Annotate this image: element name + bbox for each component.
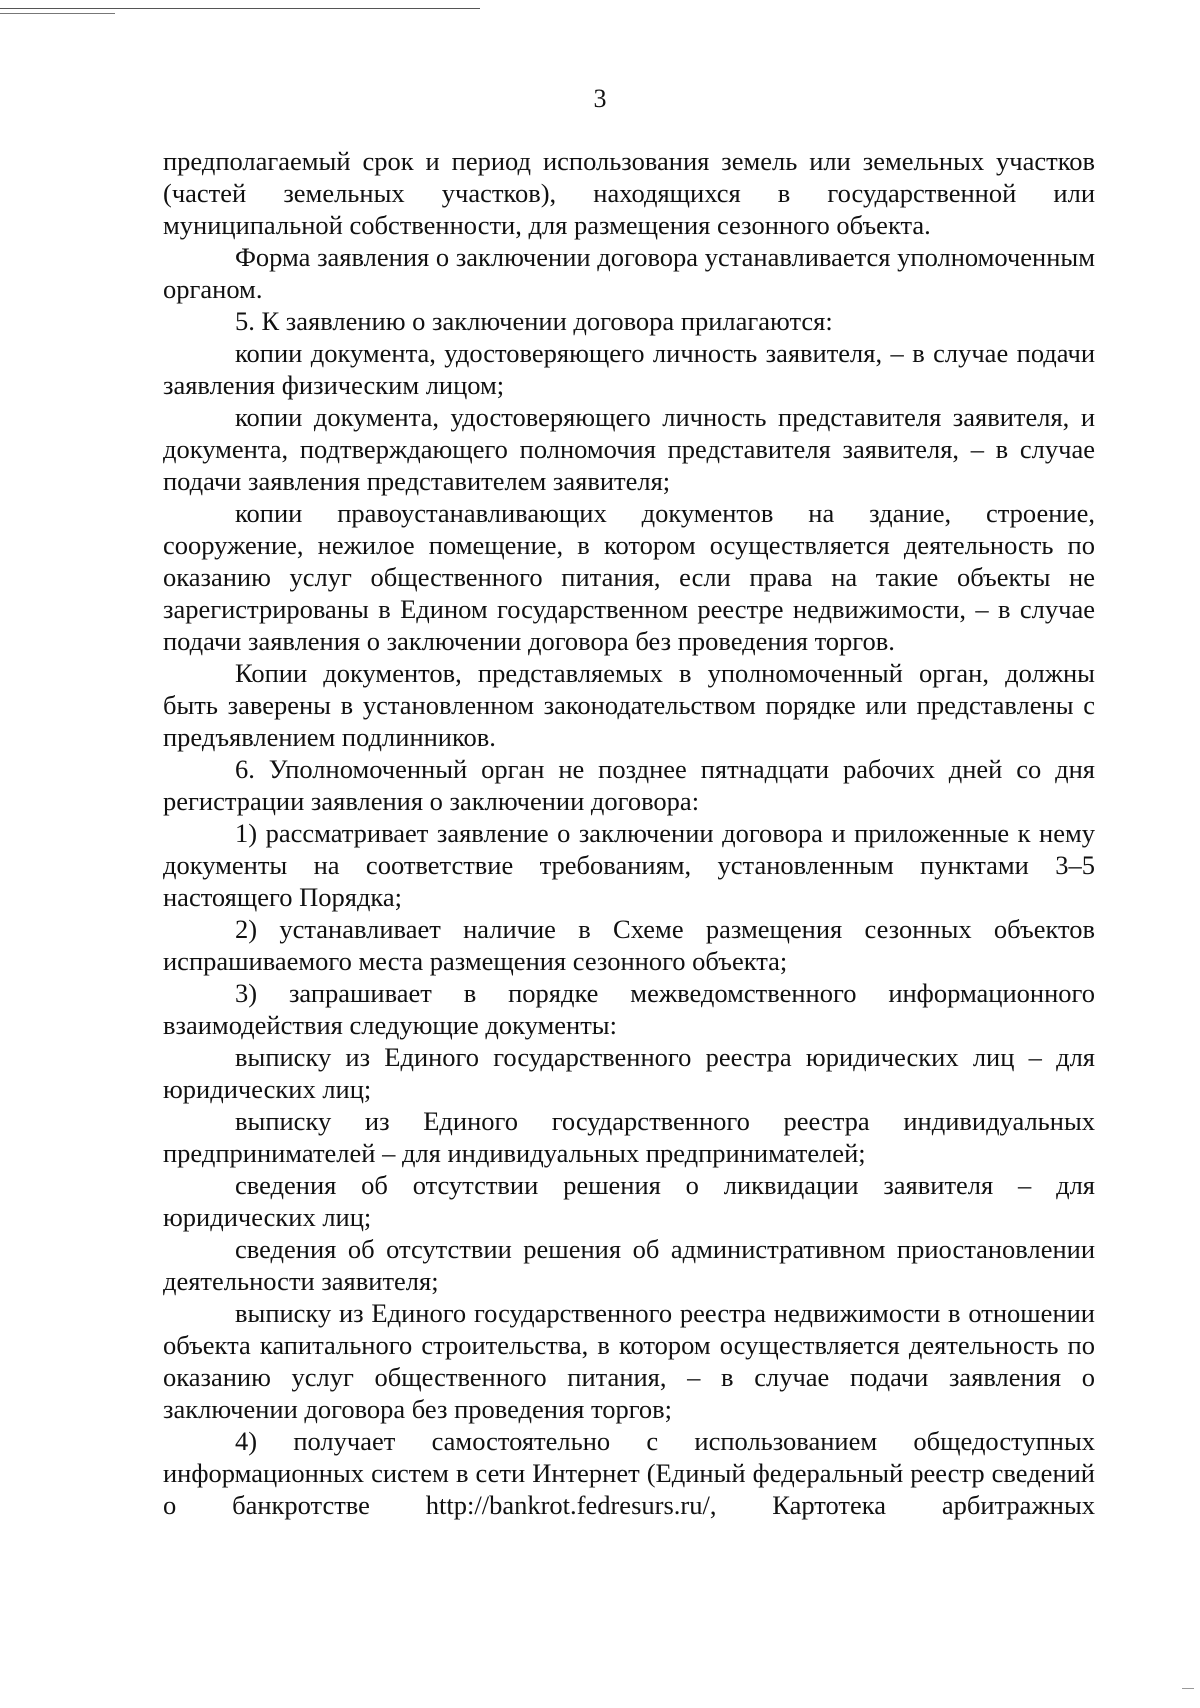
paragraph: выписку из Единого государственного реестра индивидуальных предпринимателей – для индивидуальных предпринимателей; xyxy=(163,1106,1095,1168)
scan-edge-mark xyxy=(1182,1688,1194,1689)
paragraph: сведения об отсутствии решения о ликвидации заявителя – для юридических лиц; xyxy=(163,1170,1095,1232)
paragraph: выписку из Единого государственного реестра недвижимости в отношении объекта капитального строительства, в котором осуществляется деятельность по оказанию услуг общественного питания, – в случае подачи заявления о заключении договора без проведения торгов; xyxy=(163,1298,1095,1424)
paragraph: 1) рассматривает заявление о заключении договора и приложенные к нему документы на соответствие требованиям, установленным пунктами 3–5 настоящего Порядка; xyxy=(163,818,1095,912)
paragraph: Форма заявления о заключении договора устанавливается уполномоченным органом. xyxy=(163,242,1095,304)
paragraph: 3) запрашивает в порядке межведомственного информационного взаимодействия следующие документы: xyxy=(163,978,1095,1040)
paragraph: 2) устанавливает наличие в Схеме размещения сезонных объектов испрашиваемого места размещения сезонного объекта; xyxy=(163,914,1095,976)
scan-edge-line-short xyxy=(0,13,115,14)
paragraph: копии документа, удостоверяющего личность представителя заявителя, и документа, подтверждающего полномочия представителя заявителя, – в случае подачи заявления представителем заявителя; xyxy=(163,402,1095,496)
paragraph: копии правоустанавливающих документов на здание, строение, сооружение, нежилое помещение, в котором осуществляется деятельность по оказанию услуг общественного питания, если права на такие объекты не зарегистрированы в Едином государственном реестре недвижимости, – в случае подачи заявления о заключении договора без проведения торгов. xyxy=(163,498,1095,656)
document-body xyxy=(163,145,1095,1521)
paragraph: копии документа, удостоверяющего личность заявителя, – в случае подачи заявления физическим лицом; xyxy=(163,338,1095,400)
page-number: 3 xyxy=(593,84,607,113)
paragraph: выписку из Единого государственного реестра юридических лиц – для юридических лиц; xyxy=(163,1042,1095,1104)
paragraph: 5. К заявлению о заключении договора прилагаются: xyxy=(235,306,833,336)
paragraph: предполагаемый срок и период использования земель или земельных участков (частей земельных участков), находящихся в государственной или муниципальной собственности, для размещения сезонного объекта. xyxy=(163,146,1095,240)
paragraph: 6. Уполномоченный орган не позднее пятнадцати рабочих дней со дня регистрации заявления о заключении договора: xyxy=(163,754,1095,816)
paragraph: сведения об отсутствии решения об административном приостановлении деятельности заявителя; xyxy=(163,1234,1095,1296)
paragraph: Копии документов, представляемых в уполномоченный орган, должны быть заверены в установленном законодательством порядке или представлены с предъявлением подлинников. xyxy=(163,658,1095,752)
scan-edge-line xyxy=(0,8,480,9)
paragraph: 4) получает самостоятельно с использованием общедоступных информационных систем в сети Интернет (Единый федеральный реестр сведений о банкротстве http://bankrot.fedresurs.ru/, Картотека арбитражных xyxy=(163,1426,1095,1520)
